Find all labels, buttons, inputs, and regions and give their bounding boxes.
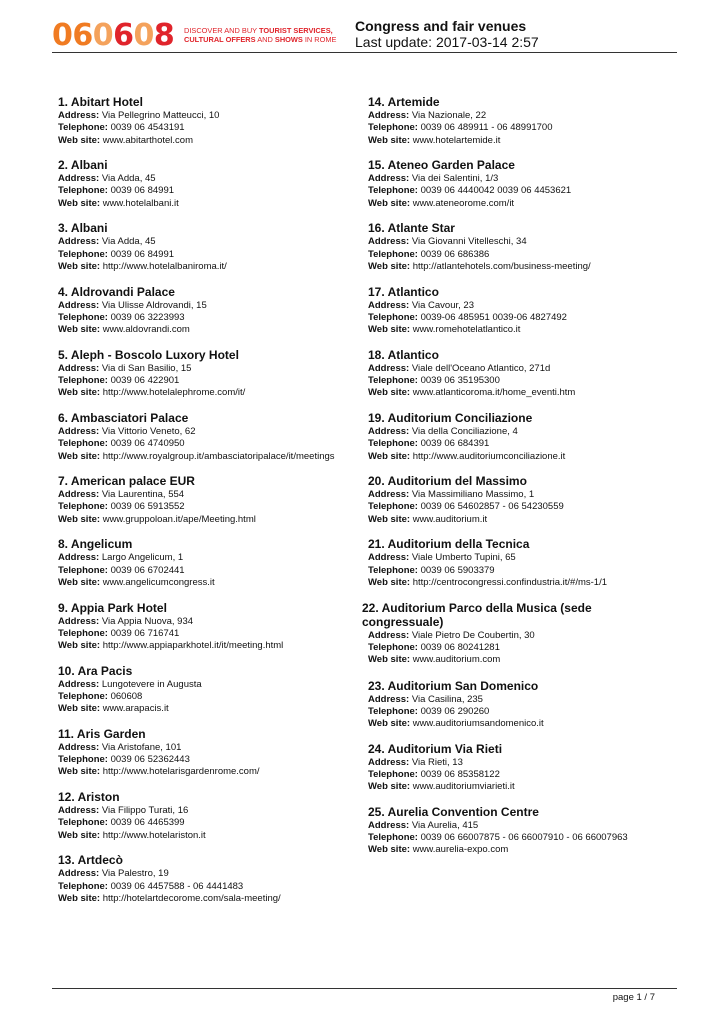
logo-tagline: DISCOVER AND BUY TOURIST SERVICES, CULTURAL OFFERS AND SHOWS IN ROME <box>184 26 337 44</box>
telephone-line <box>58 375 358 387</box>
address-value: Viale dell'Oceano Atlantico, 271d <box>411 362 551 374</box>
address-value: Via Palestro, 19 <box>101 868 169 880</box>
venue-entry <box>58 411 358 474</box>
website-line <box>58 830 358 842</box>
telephone-line <box>368 438 643 450</box>
page-number: page 1 / 7 <box>612 992 655 1003</box>
telephone-line <box>58 817 358 829</box>
address-label: Address: <box>368 819 410 831</box>
website-link[interactable]: http://www.hotelalbaniroma.it/ <box>102 260 227 272</box>
website-line <box>58 135 358 147</box>
website-link[interactable]: www.romehotelatlantico.it <box>412 324 521 336</box>
venue-entry <box>368 158 643 221</box>
telephone-value: 0039 06 84991 <box>110 185 175 197</box>
address-label: Address: <box>368 425 410 437</box>
address-line <box>58 110 358 122</box>
telephone-value: 060608 <box>110 690 143 702</box>
telephone-label: Telephone: <box>368 438 418 450</box>
website-link[interactable]: http://www.auditoriumconciliazione.it <box>412 450 566 462</box>
address-label: Address: <box>58 868 100 880</box>
website-label: Web site: <box>368 450 411 462</box>
website-line <box>368 718 643 730</box>
address-label: Address: <box>58 173 100 185</box>
website-link[interactable]: www.auditoriumviarieti.it <box>412 781 515 793</box>
venue-title: 13. Artdecò <box>58 853 123 868</box>
telephone-label: Telephone: <box>368 501 418 513</box>
telephone-value: 0039 06 52362443 <box>110 754 190 766</box>
website-label: Web site: <box>58 134 101 146</box>
venue-entry <box>368 679 643 742</box>
telephone-value: 0039 06 84991 <box>110 248 175 260</box>
address-line <box>368 110 643 122</box>
telephone-label: Telephone: <box>58 627 108 639</box>
address-value: Via Massimiliano Massimo, 1 <box>411 489 535 501</box>
website-link[interactable]: http://hotelartdecorome.com/sala-meeting/ <box>102 892 281 904</box>
address-line <box>58 616 358 628</box>
address-line <box>58 236 358 248</box>
venue-title: 7. American palace EUR <box>58 474 195 489</box>
venue-entry <box>368 95 643 158</box>
telephone-value: 0039 06 4440042 0039 06 4453621 <box>420 185 572 197</box>
address-line <box>368 489 643 501</box>
website-link[interactable]: http://www.hotelarisgardenrome.com/ <box>102 766 260 778</box>
telephone-label: Telephone: <box>58 375 108 387</box>
telephone-label: Telephone: <box>58 438 108 450</box>
venue-entry <box>58 727 358 790</box>
website-label: Web site: <box>368 718 411 730</box>
website-line <box>368 451 643 463</box>
telephone-value: 0039 06 80241281 <box>420 641 500 653</box>
telephone-label: Telephone: <box>58 122 108 134</box>
telephone-label: Telephone: <box>58 690 108 702</box>
venue-title: 4. Aldrovandi Palace <box>58 284 175 299</box>
website-label: Web site: <box>368 134 411 146</box>
address-line <box>368 820 643 832</box>
website-line <box>58 198 358 210</box>
website-line <box>368 514 643 526</box>
telephone-label: Telephone: <box>58 564 108 576</box>
venue-list-right <box>362 95 643 868</box>
telephone-value: 0039 06 5913552 <box>110 501 185 513</box>
address-value: Viale Pietro De Coubertin, 30 <box>411 629 535 641</box>
address-value: Via Aristofane, 101 <box>101 741 182 753</box>
venue-entry <box>368 474 643 537</box>
telephone-label: Telephone: <box>368 768 418 780</box>
telephone-label: Telephone: <box>368 248 418 260</box>
address-value: Via Nazionale, 22 <box>411 110 487 121</box>
document-title: Congress and fair venues <box>355 18 527 34</box>
website-link[interactable]: www.abitarthotel.com <box>102 134 193 146</box>
venue-title: 11. Aris Garden <box>58 726 146 741</box>
address-line <box>368 236 643 248</box>
website-link[interactable]: http://www.royalgroup.it/ambasciatoripalace/it/meetings <box>102 450 335 462</box>
telephone-value: 0039 06 85358122 <box>420 768 500 780</box>
address-label: Address: <box>58 362 100 374</box>
website-line <box>58 324 358 336</box>
telephone-value: 0039 06 489911 - 06 48991700 <box>420 122 553 134</box>
address-value: Lungotevere in Augusta <box>101 678 202 690</box>
website-label: Web site: <box>58 324 101 336</box>
telephone-value: 0039 06 686386 <box>420 248 490 260</box>
venue-entry <box>58 790 358 853</box>
venue-entry <box>58 664 358 727</box>
telephone-value: 0039 06 5903379 <box>420 564 495 576</box>
venue-title: 16. Atlante Star <box>368 221 455 236</box>
telephone-label: Telephone: <box>368 375 418 387</box>
telephone-value: 0039 06 54602857 - 06 54230559 <box>420 501 564 513</box>
address-value: Via Giovanni Vitelleschi, 34 <box>411 236 527 248</box>
telephone-value: 0039 06 66007875 - 06 66007910 - 06 66007963 <box>420 832 628 844</box>
telephone-line <box>58 628 358 640</box>
address-line <box>368 552 643 564</box>
venue-title: 8. Angelicum <box>58 537 133 552</box>
venue-entry <box>58 853 358 916</box>
website-link[interactable]: www.auditorium.it <box>412 513 488 525</box>
website-link[interactable]: http://www.hotelariston.it <box>102 829 206 841</box>
venue-title: 20. Auditorium del Massimo <box>368 474 527 489</box>
telephone-label: Telephone: <box>368 705 418 717</box>
telephone-line <box>58 881 358 893</box>
venue-title: 9. Appia Park Hotel <box>58 600 167 615</box>
address-value: Via Filippo Turati, 16 <box>101 805 189 817</box>
venue-title: 12. Ariston <box>58 790 120 805</box>
website-link[interactable]: www.angelicumcongress.it <box>102 576 215 588</box>
telephone-line <box>368 565 643 577</box>
telephone-value: 0039 06 4465399 <box>110 817 185 829</box>
address-line <box>368 300 643 312</box>
address-line <box>368 694 643 706</box>
logo-number: 060608 <box>52 18 175 53</box>
telephone-value: 0039 06 422901 <box>110 375 180 387</box>
telephone-value: 0039 06 6702441 <box>110 564 185 576</box>
address-value: Via Aurelia, 415 <box>411 819 479 831</box>
address-label: Address: <box>368 489 410 501</box>
address-label: Address: <box>58 552 100 564</box>
telephone-label: Telephone: <box>58 754 108 766</box>
address-label: Address: <box>368 362 410 374</box>
venue-title: 24. Auditorium Via Rieti <box>368 741 503 756</box>
venue-title: 17. Atlantico <box>368 284 439 299</box>
address-line <box>58 173 358 185</box>
address-line <box>58 552 358 564</box>
telephone-line <box>58 249 358 261</box>
website-label: Web site: <box>58 576 101 588</box>
website-label: Web site: <box>58 640 101 652</box>
address-label: Address: <box>58 741 100 753</box>
website-label: Web site: <box>368 387 411 399</box>
venue-title: 25. Aurelia Convention Centre <box>368 804 539 819</box>
address-line <box>368 630 643 642</box>
website-line <box>58 387 358 399</box>
telephone-line <box>368 832 643 844</box>
address-label: Address: <box>368 629 410 641</box>
website-link[interactable]: www.atlanticoroma.it/home_eventi.htm <box>412 387 576 399</box>
venue-entry <box>368 348 643 411</box>
website-label: Web site: <box>368 324 411 336</box>
telephone-label: Telephone: <box>58 501 108 513</box>
telephone-value: 0039 06 4740950 <box>110 438 185 450</box>
venue-entry <box>368 537 643 600</box>
address-label: Address: <box>58 236 100 248</box>
address-value: Via Adda, 45 <box>101 236 156 248</box>
address-label: Address: <box>58 489 100 501</box>
website-label: Web site: <box>368 844 411 856</box>
address-line <box>368 426 643 438</box>
website-line <box>368 781 643 793</box>
website-link[interactable]: www.auditoriumsandomenico.it <box>412 718 544 730</box>
website-link[interactable]: http://www.hotelalephrome.com/it/ <box>102 387 246 399</box>
telephone-line <box>58 754 358 766</box>
website-line <box>368 387 643 399</box>
telephone-value: 0039 06 35195300 <box>420 375 500 387</box>
telephone-label: Telephone: <box>58 185 108 197</box>
telephone-line <box>368 185 643 197</box>
website-line <box>368 261 643 273</box>
telephone-value: 0039 06 716741 <box>110 627 180 639</box>
website-link[interactable]: www.aldovrandi.com <box>102 324 190 336</box>
venue-entry <box>362 600 643 679</box>
website-link[interactable]: www.aurelia-expo.com <box>412 844 509 856</box>
website-link[interactable]: www.auditorium.com <box>412 654 501 666</box>
website-label: Web site: <box>58 892 101 904</box>
address-value: Via Cavour, 23 <box>411 299 474 311</box>
address-value: Via Casilina, 235 <box>411 693 483 705</box>
website-line <box>368 135 643 147</box>
website-line <box>58 451 358 463</box>
website-line <box>58 703 358 715</box>
venue-entry <box>368 742 643 805</box>
address-line <box>58 363 358 375</box>
address-label: Address: <box>368 236 410 248</box>
address-label: Address: <box>58 299 100 311</box>
header-divider <box>52 52 677 53</box>
website-label: Web site: <box>58 450 101 462</box>
telephone-label: Telephone: <box>368 311 418 323</box>
address-line <box>368 363 643 375</box>
website-line <box>368 198 643 210</box>
telephone-line <box>368 501 643 513</box>
venue-entry <box>58 285 358 348</box>
telephone-line <box>58 185 358 197</box>
address-label: Address: <box>58 425 100 437</box>
telephone-label: Telephone: <box>368 185 418 197</box>
telephone-value: 0039 06 4543191 <box>110 122 185 134</box>
venue-title: 10. Ara Pacis <box>58 663 133 678</box>
telephone-line <box>58 438 358 450</box>
venue-entry <box>368 805 643 868</box>
website-label: Web site: <box>58 260 101 272</box>
address-label: Address: <box>58 678 100 690</box>
website-label: Web site: <box>58 703 101 715</box>
website-label: Web site: <box>368 513 411 525</box>
website-link[interactable]: www.gruppoloan.it/ape/Meeting.html <box>102 513 256 525</box>
website-line <box>368 654 643 666</box>
venue-entry <box>58 95 358 158</box>
address-value: Via dei Salentini, 1/3 <box>411 173 499 185</box>
website-link[interactable]: http://atlantehotels.com/business-meeting/ <box>412 260 591 272</box>
venue-title: 2. Albani <box>58 158 108 173</box>
website-label: Web site: <box>368 197 411 209</box>
website-line <box>58 640 358 652</box>
address-line <box>368 173 643 185</box>
telephone-label: Telephone: <box>368 641 418 653</box>
website-link[interactable]: http://centrocongressi.confindustria.it/#/ms-1/1 <box>412 576 608 588</box>
telephone-line <box>368 249 643 261</box>
telephone-line <box>368 642 643 654</box>
address-label: Address: <box>368 552 410 564</box>
address-value: Largo Angelicum, 1 <box>101 552 184 564</box>
address-label: Address: <box>368 756 410 768</box>
address-value: Via Ulisse Aldrovandi, 15 <box>101 299 207 311</box>
telephone-line <box>58 565 358 577</box>
address-line <box>368 757 643 769</box>
venue-title: 5. Aleph - Boscolo Luxory Hotel <box>58 347 239 362</box>
website-link[interactable]: www.arapacis.it <box>102 703 169 715</box>
venue-title: 1. Abitart Hotel <box>58 95 143 109</box>
telephone-line <box>368 312 643 324</box>
telephone-line <box>58 312 358 324</box>
address-label: Address: <box>58 110 100 121</box>
address-value: Via Rieti, 13 <box>411 756 463 768</box>
address-value: Via Laurentina, 554 <box>101 489 185 501</box>
address-label: Address: <box>58 805 100 817</box>
telephone-value: 0039 06 4457588 - 06 4441483 <box>110 880 244 892</box>
telephone-label: Telephone: <box>368 564 418 576</box>
telephone-line <box>58 691 358 703</box>
telephone-label: Telephone: <box>368 122 418 134</box>
address-value: Via Adda, 45 <box>101 173 156 185</box>
website-line <box>368 577 643 589</box>
website-line <box>58 514 358 526</box>
website-label: Web site: <box>58 387 101 399</box>
website-label: Web site: <box>58 513 101 525</box>
address-value: Via della Conciliazione, 4 <box>411 425 518 437</box>
telephone-line <box>58 501 358 513</box>
telephone-label: Telephone: <box>368 832 418 844</box>
telephone-value: 0039 06 684391 <box>420 438 490 450</box>
page-header <box>52 14 677 54</box>
website-label: Web site: <box>368 654 411 666</box>
address-line <box>58 679 358 691</box>
address-value: Via Appia Nuova, 934 <box>101 615 194 627</box>
venue-title: 18. Atlantico <box>368 347 439 362</box>
address-label: Address: <box>368 693 410 705</box>
telephone-label: Telephone: <box>58 311 108 323</box>
address-line <box>58 489 358 501</box>
telephone-line <box>368 706 643 718</box>
venue-entry <box>58 601 358 664</box>
telephone-label: Telephone: <box>58 248 108 260</box>
website-label: Web site: <box>58 197 101 209</box>
venue-entry <box>368 285 643 348</box>
website-line <box>58 766 358 778</box>
telephone-line <box>368 375 643 387</box>
venue-title: 6. Ambasciatori Palace <box>58 410 189 425</box>
address-line <box>58 426 358 438</box>
footer-divider <box>52 988 677 989</box>
venue-entry <box>368 221 643 284</box>
website-label: Web site: <box>368 260 411 272</box>
website-line <box>58 261 358 273</box>
address-label: Address: <box>368 299 410 311</box>
telephone-line <box>368 769 643 781</box>
venue-title: 23. Auditorium San Domenico <box>368 678 539 693</box>
address-value: Via Pellegrino Matteucci, 10 <box>101 110 220 121</box>
address-value: Via di San Basilio, 15 <box>101 362 192 374</box>
address-label: Address: <box>368 173 410 185</box>
address-label: Address: <box>58 615 100 627</box>
address-label: Address: <box>368 110 410 121</box>
venue-title: 15. Ateneo Garden Palace <box>368 158 515 173</box>
website-line <box>58 577 358 589</box>
venue-entry <box>58 221 358 284</box>
address-line <box>58 868 358 880</box>
venue-entry <box>58 158 358 221</box>
website-line <box>58 893 358 905</box>
venue-entry <box>368 411 643 474</box>
website-line <box>368 324 643 336</box>
address-line <box>58 805 358 817</box>
venue-title: 3. Albani <box>58 221 108 236</box>
venue-entry <box>58 348 358 411</box>
telephone-line <box>368 122 643 134</box>
telephone-value: 0039 06 290260 <box>420 705 490 717</box>
venue-title: 21. Auditorium della Tecnica <box>368 537 530 552</box>
website-label: Web site: <box>58 829 101 841</box>
telephone-label: Telephone: <box>58 880 108 892</box>
website-label: Web site: <box>368 781 411 793</box>
telephone-label: Telephone: <box>58 817 108 829</box>
website-link[interactable]: www.ateneorome.com/it <box>412 197 515 209</box>
website-label: Web site: <box>368 576 411 588</box>
website-link[interactable]: www.hotelalbani.it <box>102 197 179 209</box>
telephone-line <box>58 122 358 134</box>
website-line <box>368 844 643 856</box>
website-label: Web site: <box>58 766 101 778</box>
telephone-value: 0039-06 485951 0039-06 4827492 <box>420 311 567 323</box>
address-value: Via Vittorio Veneto, 62 <box>101 425 196 437</box>
venue-title: 19. Auditorium Conciliazione <box>368 410 533 425</box>
venue-entry <box>58 537 358 600</box>
address-line <box>58 300 358 312</box>
venue-title: 14. Artemide <box>368 95 440 109</box>
venue-title: 22. Auditorium Parco della Musica (sede congressuale) <box>362 600 592 629</box>
venue-entry <box>58 474 358 537</box>
website-link[interactable]: http://www.appiaparkhotel.it/it/meeting.html <box>102 640 284 652</box>
venue-list-left <box>58 95 358 916</box>
website-link[interactable]: www.hotelartemide.it <box>412 134 501 146</box>
address-value: Viale Umberto Tupini, 65 <box>411 552 516 564</box>
last-update: Last update: 2017-03-14 2:57 <box>355 34 539 50</box>
telephone-value: 0039 06 3223993 <box>110 311 185 323</box>
address-line <box>58 742 358 754</box>
